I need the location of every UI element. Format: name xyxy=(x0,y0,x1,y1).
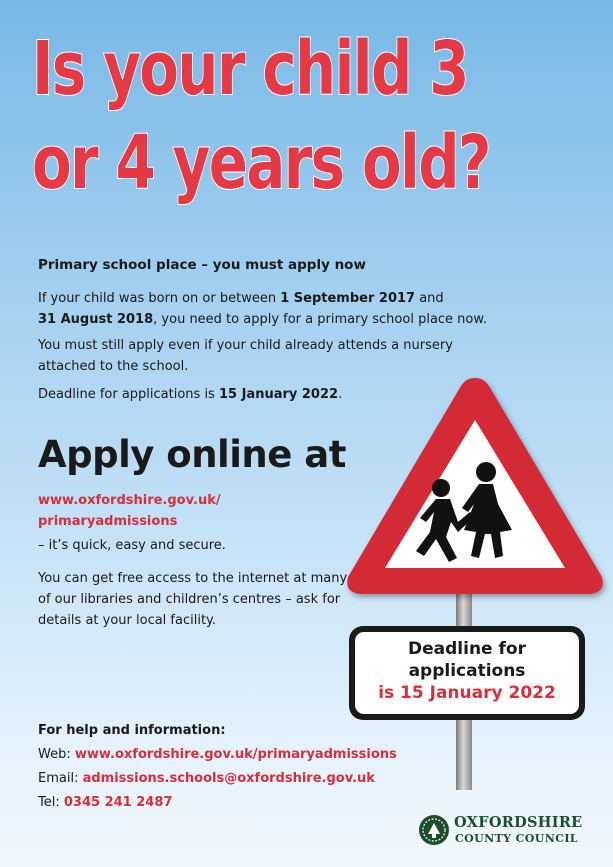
logo-line-1: OXFORDSHIRE xyxy=(454,814,583,831)
help-web-row: Web: www.oxfordshire.gov.uk/primaryadmissions xyxy=(38,747,397,762)
deadline-paragraph: Deadline for applications is 15 January 2022. xyxy=(38,387,343,402)
help-tel-row: Tel: 0345 241 2487 xyxy=(38,795,173,810)
nursery-paragraph: You must still apply even if your child already attends a nursery attached to the school. xyxy=(38,338,453,374)
apply-url-link[interactable]: www.oxfordshire.gov.uk/ primaryadmissions xyxy=(38,493,221,529)
council-emblem-icon xyxy=(418,814,450,846)
subheading: Primary school place – you must apply now xyxy=(38,257,366,273)
help-title: For help and information: xyxy=(38,723,226,738)
logo-line-2: COUNTY COUNCIL xyxy=(455,832,579,845)
deadline-plate-panel xyxy=(355,632,579,714)
deadline-plate xyxy=(349,626,585,720)
help-web-link[interactable]: www.oxfordshire.gov.uk/primaryadmissions xyxy=(74,747,397,762)
help-email-row: Email: admissions.schools@oxfordshire.gov.uk xyxy=(38,771,375,786)
headline-line-1: Is your child 3 xyxy=(32,26,468,112)
school-crossing-sign-icon xyxy=(340,372,610,602)
apply-online-heading: Apply online at xyxy=(38,433,346,476)
plate-line-2: applications xyxy=(408,661,526,681)
plate-line-3: is 15 January 2022 xyxy=(378,683,556,703)
free-access-text: You can get free access to the internet at many of our libraries and children’s centres – ask for details at your local facility. xyxy=(38,571,348,628)
headline-line-2: or 4 years old? xyxy=(32,120,490,206)
help-tel-link[interactable]: 0345 241 2487 xyxy=(63,795,173,810)
quick-text: – it’s quick, easy and secure. xyxy=(38,538,226,553)
help-email-link[interactable]: admissions.schools@oxfordshire.gov.uk xyxy=(82,771,375,786)
birth-date-paragraph: If your child was born on or between 1 September 2017 and 31 August 2018, you need to apply for a primary school place now. xyxy=(38,291,487,327)
council-logo xyxy=(418,812,593,852)
plate-line-1: Deadline for xyxy=(408,639,526,659)
headline xyxy=(32,22,490,210)
